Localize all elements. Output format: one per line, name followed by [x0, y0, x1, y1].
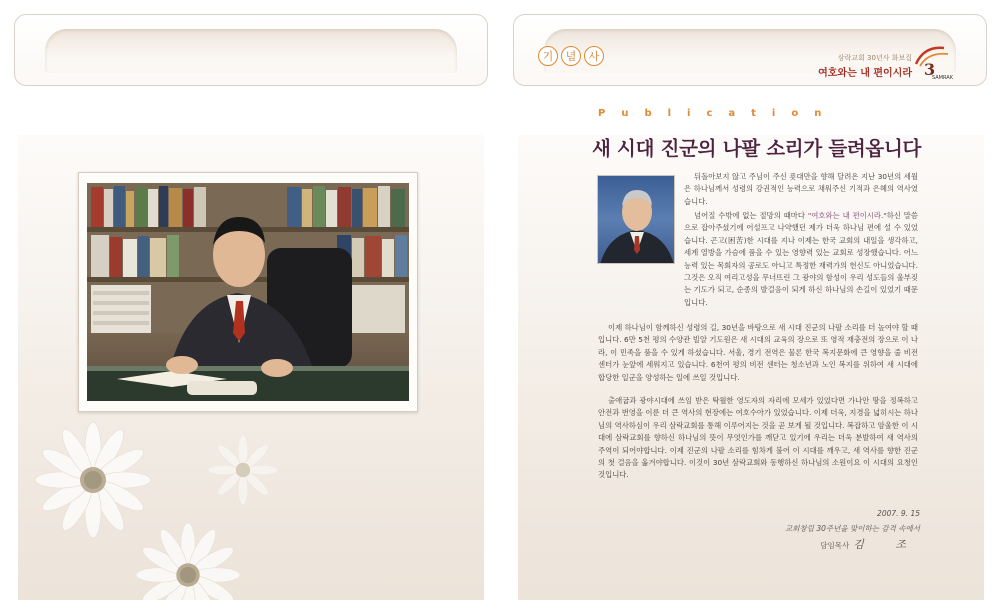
daisy-flowers-decoration: [18, 400, 278, 600]
page-headline: 새 시대 진군의 나팔 소리가 들려옵니다: [592, 137, 922, 160]
paragraph-1-text: 뒤돌아보지 않고 주님이 주신 푯대만을 향해 달려온 지난 30년의 세월은 하나님께서 성령의 강권적인 능력으로 채워주신 기적과 은혜의 역사였습니다.: [684, 172, 918, 206]
signature-occasion: 교회창립 30주년을 맞이하는 감격 속에서: [785, 524, 920, 533]
paragraph-3-text: 이제 하나님이 함께하신 성령의 길, 30년을 바탕으로 새 시대 진군의 나팔 소리를 더 높여야 할 때입니다. 6만 5천 평의 수양관 빌알 기도원은 새 시대의 교육의 장으로 또 영적 재충전의 장으로 이 나라, 이 민족을 품을 수 있게 하셨습니다. 서울, 경기 전역은 물론 한국 복지문화에 큰 영향을 줄 비전 센터가 눈앞에 세워지고 있습니다. 6천여 평의 비전 센터는 청소년과 노인 복지를 위하여 새 시대에 합당한 일군을 양성하는 일에 쓰일 것입니다.: [598, 323, 918, 382]
pastor-portrait: [597, 175, 675, 264]
paragraph-2-text-b: 하신 말씀으로 잡아주셨기에 어설프고 나약했던 제가 더욱 하나님 편에 설 수 있었습니다. 곤고(困苦)한 시대를 지나 이제는 한국 교회의 내일을 생각하고, 세계 열방을 가슴에 품을 수 있는 영향력 있는 교회로 성장했습니다. 어느 능력 있는 목회자의 공로도 아니고 특정한 재력가의 헌신도 아니었습니다. 그것은 오직 여리고성을 무너뜨린 그 광야의 함성이 우리 성도들의 울부짖는 기도가 되고, 순종의 발걸음이 되게 하신 하나님의 손길이 있었기 때문입니다.: [684, 211, 918, 307]
paragraph-3: [598, 322, 918, 384]
logo-number: 3: [924, 60, 936, 79]
series-title: 여호와는 내 편이시라: [818, 68, 912, 79]
series-subtitle: 삼락교회 30년사 화보집: [837, 54, 912, 62]
left-tab-decoration: [45, 29, 457, 73]
signature-person: 김 조: [853, 538, 920, 551]
paragraph-4: [598, 395, 918, 482]
pastor-at-desk-photo: [87, 183, 409, 401]
paragraph-2-text-a: 넘어질 수밖에 없는 절망의 때마다: [694, 211, 808, 220]
paragraph-4-text: 출애굽과 광야시대에 쓰임 받은 탁월한 영도자의 자리에 모세가 있었다면 가나안 땅을 정복하고 안전과 번영을 이룬 더 큰 역사의 현장에는 여호수아가 있었습니다. 이제 더욱, 지경을 넓히시는 하나님의 역사하심이 우리 삼락교회를 통해 이루어지는 것을 곧 보게 될 것입니다. 복잡하고 암울한 이 시대에 삼락교회를 향하신 하나님의 뜻이 무엇인가를 깨닫고 있기에 우리는 더욱 분발하여 새 역사의 주역이 되어야합니다. 이제 진군의 나팔 소리를 힘차게 불어 이 시대를 깨우고, 새 역사를 향한 진군의 첫 걸음을 옮겨야합니다. 이것이 30년 삼락교회와 동행하신 하나님의 소원이요 이 시대의 요청인 것입니다.: [598, 396, 918, 480]
badge-char-2: 념: [561, 46, 581, 66]
photo-frame: [78, 172, 418, 412]
signature-date: 2007. 9. 15: [877, 509, 920, 518]
signature-title: 담임목사: [820, 541, 850, 550]
samrak-30th-logo: [910, 42, 958, 82]
badge-char-3: 사: [584, 46, 604, 66]
section-label: Publication: [598, 108, 838, 119]
badge-char-1: 기: [538, 46, 558, 66]
paragraph-2: [684, 210, 918, 309]
office-scene-illustration: [87, 183, 409, 401]
left-top-card: [14, 14, 488, 86]
logo-text: SAMRAK: [932, 75, 953, 81]
section-badges: [538, 46, 604, 66]
paragraph-2-quote: "여호와는 내 편이시라.": [807, 211, 887, 220]
paragraph-1: [684, 171, 918, 208]
signature-name: [820, 536, 920, 552]
